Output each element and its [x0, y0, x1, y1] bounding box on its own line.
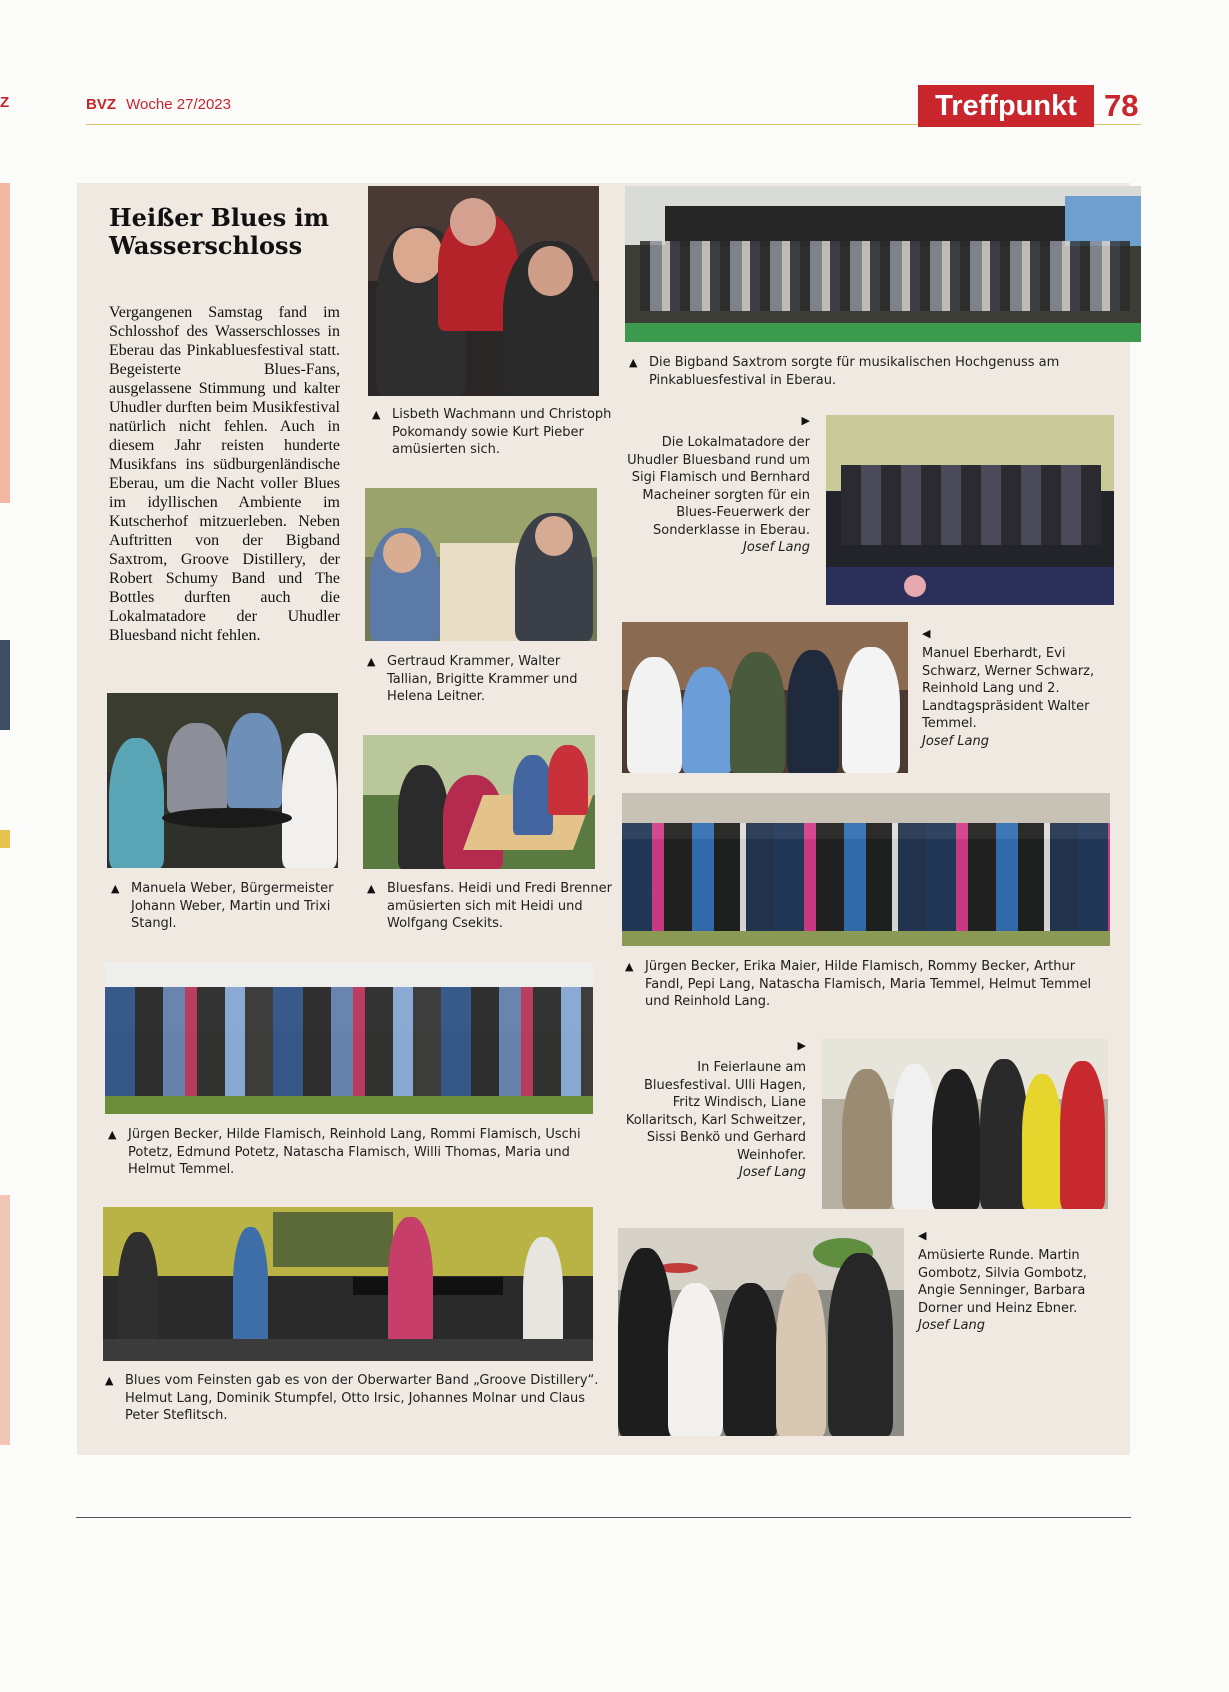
photo-group-3 — [822, 1039, 1108, 1209]
photo-guests-5 — [363, 735, 595, 869]
edge-letter: Z — [0, 94, 10, 111]
caption-text: Die Bigband Saxtrom sorgte für musikalischen Hochgenuss am Pinkabluesfestival in Eberau. — [649, 355, 1060, 388]
caption-bigband — [629, 354, 1099, 389]
photo-bigband-stage — [625, 186, 1141, 342]
caption-lisbeth — [372, 406, 612, 459]
caption-text: Bluesfans. Heidi und Fredi Brenner amüsierten sich mit Heidi und Wolfgang Csekits. — [387, 881, 612, 931]
triangle-up-icon: ▲ — [108, 1128, 117, 1141]
triangle-right-icon: ▶ — [797, 1039, 806, 1052]
triangle-up-icon: ▲ — [629, 356, 638, 369]
photo-group-1 — [622, 793, 1110, 946]
article-intro: Vergangenen Samstag fand im Schlosshof des Wasserschlosses in Eberau das Pinkabluesfestival statt. Begeisterte Blues-Fans, ausgelassene Stimmung und kalter Uhudler durften beim Musikfestival natürlich nicht fehlen. Auch in diesem Jahr reisten hunderte Musikfans ins südburgenländische Eberau, um die Nacht voller Blues im idyllischen Ambiente im Kutscherhof mitzuerleben. Neben Auftritten von der Bigband Saxtrom, Groove Distillery, der Robert Schumy Band und The Bottles durften auch die Lokalmatadore der Uhudler Bluesband nicht fehlen. — [109, 304, 340, 644]
caption-groove — [105, 1372, 605, 1425]
triangle-up-icon: ▲ — [105, 1374, 114, 1387]
caption-text: Lisbeth Wachmann und Christoph Pokomandy sowie Kurt Pieber amüsierten sich. — [392, 407, 612, 457]
caption-text: Amüsierte Runde. Martin Gombotz, Silvia Gombotz, Angie Senninger, Barbara Dorner und Heinz Ebner. — [918, 1248, 1087, 1316]
caption-text: Gertraud Krammer, Walter Tallian, Brigitte Krammer und Helena Leitner. — [387, 654, 578, 704]
edge-strip — [0, 830, 10, 848]
photo-guests-3 — [622, 622, 908, 773]
photo-credit: Josef Lang — [922, 733, 989, 749]
section-label: Treffpunkt — [918, 85, 1094, 127]
caption-manuela — [111, 880, 346, 933]
caption-text: Jürgen Becker, Hilde Flamisch, Reinhold Lang, Rommi Flamisch, Uschi Potetz, Edmund Potetz, Natascha Flamisch, Willi Thomas, Maria und Helmut Temmel. — [128, 1127, 581, 1177]
triangle-up-icon: ▲ — [367, 655, 376, 668]
article-headline: Heißer Blues im Wasserschloss — [109, 203, 330, 260]
photo-credit: Josef Lang — [739, 1165, 806, 1180]
issue-label: Woche 27/2023 — [126, 96, 231, 113]
triangle-right-icon: ▶ — [801, 414, 810, 427]
edge-strip — [0, 1195, 10, 1445]
caption-text: Jürgen Becker, Erika Maier, Hilde Flamisch, Rommy Becker, Arthur Fandl, Pepi Lang, Natascha Flamisch, Maria Temmel, Helmut Temmel und Reinhold Lang. — [645, 959, 1092, 1009]
caption-gertraud — [367, 653, 602, 706]
photo-credit: Josef Lang — [918, 1318, 985, 1333]
caption-uhudler — [620, 412, 810, 557]
triangle-up-icon: ▲ — [111, 882, 120, 895]
triangle-up-icon: ▲ — [625, 960, 634, 973]
caption-text: Die Lokalmatadore der Uhudler Bluesband rund um Sigi Flamisch und Bernhard Macheiner sorgten für ein Blues-Feuerwerk der Sonderklasse in Eberau. — [627, 435, 810, 538]
caption-amuesierte-runde — [918, 1227, 1103, 1335]
photo-credit: Josef Lang — [743, 540, 810, 555]
caption-manuel — [922, 625, 1117, 750]
photo-uhudler-bluesband — [826, 415, 1114, 605]
triangle-left-icon: ◀ — [922, 627, 931, 640]
caption-group-2 — [108, 1126, 598, 1179]
photo-group-2 — [105, 962, 593, 1114]
caption-text: Blues vom Feinsten gab es von der Oberwarter Band „Groove Distillery“. Helmut Lang, Dominik Stumpfel, Otto Irsic, Johannes Molnar und Claus Peter Steflitsch. — [125, 1373, 599, 1423]
photo-guests-4 — [107, 693, 338, 868]
edge-strip — [0, 640, 10, 730]
triangle-up-icon: ▲ — [372, 408, 381, 421]
triangle-left-icon: ◀ — [918, 1229, 927, 1242]
masthead — [86, 96, 231, 113]
caption-text: Manuela Weber, Bürgermeister Johann Weber, Martin und Trixi Stangl. — [131, 881, 334, 931]
photo-guests-2 — [365, 488, 597, 641]
photo-groove-distillery — [103, 1207, 593, 1361]
photo-group-4 — [618, 1228, 904, 1436]
caption-group-1 — [625, 958, 1105, 1011]
footer-rule — [76, 1517, 1131, 1518]
caption-bluesfans — [367, 880, 612, 933]
caption-feierlaune — [620, 1037, 806, 1182]
photo-guests-1 — [368, 186, 599, 396]
page-number: 78 — [1104, 88, 1139, 123]
caption-text: In Feierlaune am Bluesfestival. Ulli Hagen, Fritz Windisch, Liane Kollaritsch, Karl Schweitzer, Sissi Benkö und Gerhard Weinhofer. — [625, 1060, 806, 1163]
caption-text: Manuel Eberhardt, Evi Schwarz, Werner Schwarz, Reinhold Lang und 2. Landtagspräsident Walter Temmel. — [922, 646, 1095, 731]
edge-strip — [0, 183, 10, 503]
triangle-up-icon: ▲ — [367, 882, 376, 895]
brand-name: BVZ — [86, 96, 116, 113]
